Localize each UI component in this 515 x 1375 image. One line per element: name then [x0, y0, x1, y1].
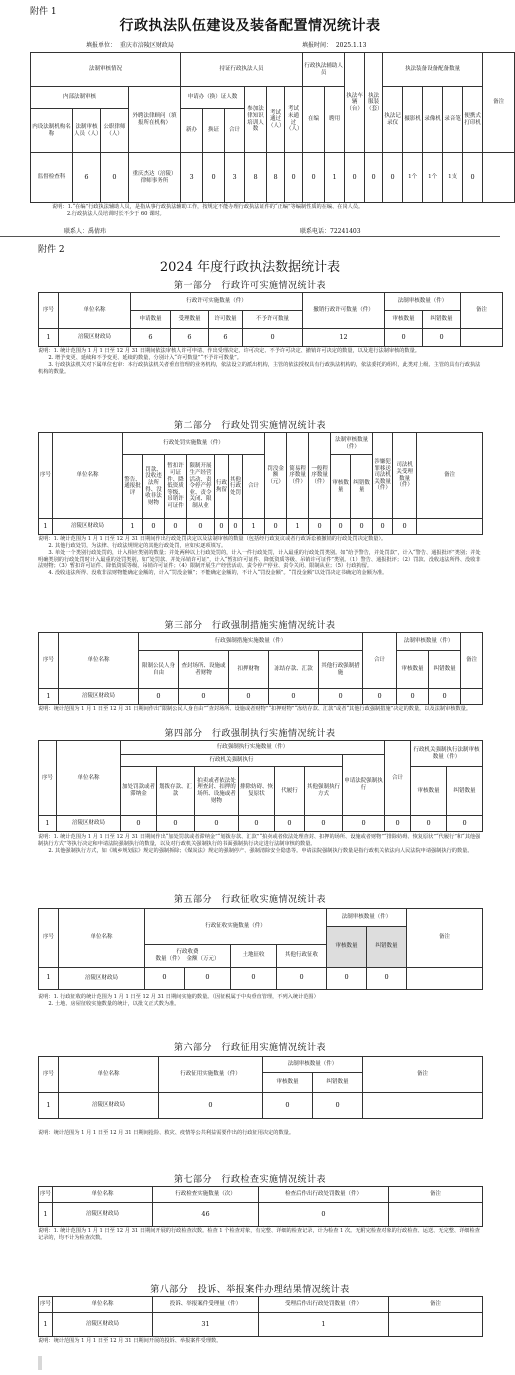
p2-r-v11: 0: [351, 519, 373, 535]
p4-h-self: 行政机关强制执行: [121, 755, 343, 767]
a1-h-hired: 聘用: [325, 87, 345, 153]
p7-h-remark: 备注: [389, 1187, 483, 1203]
a1-h-total: 合计: [225, 109, 245, 153]
p2-h-c2: 暂扣许可证件、降低资质等级、吊销许可证件: [165, 455, 187, 519]
p1-r-v4: 12: [303, 329, 385, 347]
a1-r-computer: 1支: [443, 153, 463, 203]
a1-r-inpost: 0: [303, 153, 325, 203]
p6-r-unit: 涪陵区财政局: [59, 1093, 159, 1119]
annex1-date: 填报时间： 2025.1.13: [302, 42, 367, 49]
p3-r-v5: 0: [363, 689, 397, 705]
p3-h-review: 法制审核数量（件）: [397, 633, 461, 651]
p3-r-remark: [461, 689, 483, 705]
p2-r-v0: 1: [123, 519, 143, 535]
p2-r-v10: 0: [331, 519, 351, 535]
p3-h-c0: 限制公民人身自由: [139, 651, 179, 689]
a1-h-sys: 法制审核情况: [31, 53, 181, 87]
p3-r-v1: 0: [179, 689, 229, 705]
p4-r-unit: 涪陵区财政局: [57, 815, 121, 831]
a1-r-training: 8: [245, 153, 267, 203]
p2-h-amount: 罚没金额（元）: [265, 433, 287, 519]
p5-h-fee: 行政收费 数量（件） 金额（万元）: [145, 945, 231, 968]
p2-r-seq: 1: [39, 519, 53, 535]
p7-h-unit: 单位名称: [53, 1187, 153, 1203]
p8-h-found: 受理后作出行政处罚数量（件）: [259, 1297, 389, 1313]
p7-h-group: 行政检查实施数量（次）: [153, 1187, 259, 1203]
p2-h-judicial: 司法机关受理数量（件）: [393, 433, 417, 519]
part5-notes: 说明：1. 行政征收的统计范围为 1 月 1 日至 12 月 31 日期间实施的数量。（因征税属于中央垂直管理，不列入统计范围） 2. 土地、房屋征收实施数量的统计，以批文正式数为准。: [38, 994, 319, 1007]
part5-table: [38, 908, 483, 990]
p4-h-c5: 其他强制执行方式: [305, 767, 343, 816]
p3-h-unit: 单位名称: [59, 633, 139, 689]
p1-h-revoke: 撤销行政许可数量（件）: [303, 293, 385, 329]
p7-r-v1: 0: [259, 1203, 389, 1227]
part2-table: [38, 432, 483, 535]
annex2-title: 2024 年度行政执法数据统计表: [159, 260, 341, 275]
a1-h-inpost: 在编: [303, 87, 325, 153]
p2-r-v3: 0: [187, 519, 215, 535]
p6-h-reviewed: 审核数量: [263, 1073, 313, 1093]
p5-r-v4: 0: [327, 967, 367, 990]
annex2-label: 附件 2: [38, 245, 65, 255]
page-divider: [0, 236, 500, 237]
p2-h-transfer: 涉嫌犯罪移送司法机关数量（件）: [373, 433, 393, 519]
a1-h-internal: 内部法制审核: [31, 87, 129, 109]
a1-h-computer: 录音笔: [443, 87, 463, 153]
p3-r-v4: 0: [319, 689, 363, 705]
p1-h-deny: 不予许可数量: [243, 311, 303, 329]
p5-h-unit: 单位名称: [59, 909, 145, 968]
p4-h-c2: 拍卖或者依法处理查封、扣押的场所、设施或者财物: [195, 767, 239, 816]
p2-r-v8: 1: [287, 519, 309, 535]
a1-h-uniform: 执法服装（套）: [365, 53, 383, 153]
p2-h-c1: 罚款、没收违法所得、没收非法财物: [143, 455, 165, 519]
p4-h-seq: 序号: [39, 741, 57, 816]
part7-notes: 说明：1. 统计范围为 1 月 1 日至 12 月 31 日期间开展的行政检查次数。检查 1 个检查对象，有完整、详细的检查记录，计为检查 1 次。无附完检查对象的行政检查、运送、无完整、详细检查记录的，均不计为检查次数。: [38, 1228, 480, 1241]
p1-h-corrected: 纠错数量: [423, 311, 461, 329]
a1-r-new: 3: [181, 153, 203, 203]
p2-h-remark: 备注: [417, 433, 483, 519]
p1-r-v3: 0: [243, 329, 303, 347]
p3-h-c1: 查封场所、设施或者财物: [179, 651, 229, 689]
annex1-label: 附件 1: [30, 7, 57, 17]
a1-r-fail: 0: [285, 153, 303, 203]
p1-r-remark: [461, 329, 503, 347]
p5-h-corrected: 纠错数量: [367, 927, 407, 968]
p1-h-permit: 许可数量: [209, 311, 243, 329]
part6-notes: 说明：统计范围为 1 月 1 日至 12 月 31 日期间抢险、救灾、疫情等公共利益需要作出的行政征用决定的数量。: [38, 1130, 295, 1136]
a1-h-photo: 录像机: [423, 87, 443, 153]
p3-h-group: 行政强制措施实施数量（件）: [139, 633, 363, 651]
p4-r-seq: 1: [39, 815, 57, 831]
p4-r-v5: 0: [305, 815, 343, 831]
p8-h-seq: 序号: [39, 1297, 53, 1313]
p2-h-corrected: 纠错数量: [351, 455, 373, 519]
a1-h-cert: 申请办（换）证人数: [181, 87, 245, 109]
annex1-contact: 联系人：禹倩玮: [64, 228, 107, 235]
annex1-unit: 填报单位： 重庆市涪陵区财政局: [86, 42, 174, 49]
p5-h-other: 其他行政征收: [277, 945, 327, 968]
part3-title: 第三部分 行政强制措施实施情况统计表: [164, 621, 336, 631]
p2-r-unit: 涪陵区财政局: [53, 519, 123, 535]
p2-r-v6: 1: [243, 519, 265, 535]
p2-r-v5: 0: [229, 519, 243, 535]
p1-r-v5: 0: [385, 329, 423, 347]
p2-h-c3: 限制开展生产经营活动、责令停产停业、责令关闭、限制从业: [187, 455, 215, 519]
a1-r-camera: 1个: [403, 153, 423, 203]
p4-r-v4: 0: [275, 815, 305, 831]
p3-h-corrected: 纠错数量: [429, 651, 461, 689]
p6-r-v1: 0: [263, 1093, 313, 1119]
a1-r-publawyer: 0: [101, 153, 129, 203]
p6-h-review: 法制审核数量（件）: [263, 1057, 363, 1073]
p8-r-v0: 31: [153, 1313, 259, 1337]
p5-r-unit: 涪陵区财政局: [59, 967, 145, 990]
a1-h-outside: 外聘法律顾问（填报所在机构）: [129, 87, 181, 153]
a1-h-training: 参加法律知识培训人数: [245, 87, 267, 153]
p5-h-group: 行政征收实施数量（件）: [145, 909, 327, 945]
p4-h-total: 合计: [385, 741, 411, 816]
p5-r-v2: 0: [231, 967, 277, 990]
p2-r-v7: 0: [265, 519, 287, 535]
p7-h-found: 检查后作出行政处罚数量（件）: [259, 1187, 389, 1203]
part7-table: [38, 1186, 483, 1227]
p4-h-group: 行政强制执行实施数量（件）: [121, 741, 385, 755]
p5-r-v3: 0: [277, 967, 327, 990]
p8-r-unit: 涪陵区财政局: [53, 1313, 153, 1337]
p4-r-v3: 0: [239, 815, 275, 831]
part1-title: 第一部分 行政许可实施情况统计表: [173, 281, 326, 291]
a1-r-uniform: 0: [365, 153, 383, 203]
p4-h-c4: 代履行: [275, 767, 305, 816]
p2-r-v4: 0: [215, 519, 229, 535]
p2-r-v1: 0: [143, 519, 165, 535]
p4-h-corrected: 纠错数量: [447, 767, 483, 816]
a1-h-pass: 考试通过（人）: [267, 87, 285, 153]
p3-h-total: 合计: [363, 633, 397, 689]
p4-r-v2: 0: [195, 815, 239, 831]
p5-h-seq: 序号: [39, 909, 59, 968]
p3-h-reviewed: 审核数量: [397, 651, 429, 689]
p1-h-reviewed: 审核数量: [385, 311, 423, 329]
p5-r-v1: 0: [185, 967, 231, 990]
p5-r-v0: 0: [145, 967, 185, 990]
p4-r-v9: 0: [447, 815, 483, 831]
part3-table: [38, 632, 483, 705]
p7-r-seq: 1: [39, 1203, 53, 1227]
part2-notes: 说明：1. 统计范围为 1 月 1 日至 12 月 31 日期间作出行政处罚决定以及法制审核的数量（包括经行政复议或者行政诉讼被撤销的行政处罚决定数量）。 2. 其他行政处罚，为法律、行政法规规定的其他行政处罚，应如实逐项填写。 3. 单处一个类别行政处罚的，计入相应类别的数量；并处两种以上行政处罚的，计入一件行政处罚，计入最重的行政处罚类别。如“给予警告，并处罚款”，计入“警告、通报批评”类别；并处明确类别的行政处罚时计入最重的处罚类别，如“处罚款、并处吊销许可证”，计入“暂扣许可证件、降低资质等级、吊销许可证件”类别。（1）警告、通报批评；（2）罚款、没收违法所得、没收非法财物；（3）暂扣许可证件、降低资质等级、吊销许可证件；（4）限制开展生产经营活动、责令停产停业、责令关闭、限制从业；（5）行政拘留。 4. 没收违法所得、没收非法财物能确定金额的，计入“罚没金额”；不能确定金额的，不计入“罚没金额”。“罚没金额”以处罚决定书确定的金额为准。: [38, 536, 481, 577]
p6-r-v2: 0: [313, 1093, 363, 1119]
p6-h-remark: 备注: [363, 1057, 483, 1093]
part4-title: 第四部分 行政强制执行实施情况统计表: [164, 729, 336, 739]
p4-r-v6: 0: [343, 815, 385, 831]
p6-r-seq: 1: [39, 1093, 59, 1119]
part3-notes: 说明：统计范围为 1 月 1 日至 12 月 31 日期间作出“限制公民人身自由”“查封场所、设施或者财物”“扣押财物”“冻结存款、汇款”或者“其他行政强制措施”决定的数量，以及法制审核数量。: [38, 706, 472, 712]
p3-h-remark: 备注: [461, 633, 483, 689]
p3-h-c3: 冻结存款、汇款: [269, 651, 319, 689]
p1-r-seq: 1: [39, 329, 59, 347]
p2-h-unit: 单位名称: [53, 433, 123, 519]
p2-h-c4: 行政拘留: [215, 455, 229, 519]
p8-h-unit: 单位名称: [53, 1297, 153, 1313]
part5-title: 第五部分 行政征收实施情况统计表: [173, 895, 326, 905]
part8-title: 第八部分 投诉、举报案件办理结果情况统计表: [150, 1285, 350, 1295]
a1-h-equip: 执法装备设备配备数量: [383, 53, 483, 87]
a1-h-fail: 考试未通过（人）: [285, 87, 303, 153]
part2-title: 第二部分 行政处罚实施情况统计表: [173, 421, 326, 431]
p6-h-corrected: 纠错数量: [313, 1073, 363, 1093]
p2-r-v2: 0: [165, 519, 187, 535]
a1-r-printer: 0: [463, 153, 483, 203]
p2-h-c0: 警告、通报批评: [123, 455, 143, 519]
p1-r-v6: 0: [423, 329, 461, 347]
p3-r-unit: 涪陵区财政局: [59, 689, 139, 705]
a1-h-new: 新办: [181, 109, 203, 153]
a1-h-legalstaff: 法制审核人员（人）: [73, 109, 101, 153]
p5-h-reviewed: 审核数量: [327, 927, 367, 968]
p7-r-remark: [389, 1203, 483, 1227]
p8-r-v1: 1: [259, 1313, 389, 1337]
part7-title: 第七部分 行政检查实施情况统计表: [173, 1175, 326, 1185]
p1-r-v2: 6: [209, 329, 243, 347]
a1-h-renew: 换证: [203, 109, 225, 153]
p4-h-reviewed: 审核数量: [411, 767, 447, 816]
a1-h-holder: 持证行政执法人员: [181, 53, 303, 87]
p1-h-review: 法制审核数量（件）: [385, 293, 461, 311]
p5-h-review: 法制审核数量（件）: [327, 909, 407, 927]
a1-r-legalstaff: 6: [73, 153, 101, 203]
a1-r-photo: 1个: [423, 153, 443, 203]
p1-r-v1: 6: [171, 329, 209, 347]
a1-h-recorder: 执法记录仪: [383, 87, 403, 153]
p1-h-remark: 备注: [461, 293, 503, 329]
annex1-title: 行政执法队伍建设及装备配置情况统计表: [119, 18, 381, 34]
p1-h-group: 行政许可实施数量（件）: [131, 293, 303, 311]
p1-r-v0: 6: [131, 329, 171, 347]
part8-table: [38, 1296, 483, 1337]
p7-h-seq: 序号: [39, 1187, 53, 1203]
p1-h-apply: 申请数量: [131, 311, 171, 329]
a1-h-instname: 内设法制机构名称: [31, 109, 73, 153]
p5-h-land: 土地征收: [231, 945, 277, 968]
p5-h-remark: 备注: [407, 909, 483, 968]
p2-r-remark: [417, 519, 483, 535]
p2-h-simple: 简易程序数量（件）: [287, 433, 309, 519]
a1-h-remark: 备注: [483, 53, 515, 153]
a1-h-aux: 行政执法辅助人员: [303, 53, 345, 87]
p3-r-v0: 0: [139, 689, 179, 705]
p6-h-seq: 序号: [39, 1057, 59, 1093]
p4-h-court: 申请法院强制执行: [343, 755, 385, 816]
part4-notes: 说明：1. 统计范围为 1 月 1 日至 12 月 31 日期间作出“加处罚款或者滞纳金”“划拨存款、汇款”“拍卖或者依法处理查封、扣押的场所、设施或者财物”“排除妨碍、恢复原状”“代履行”和“其他强制执行方式”等执行决定和申请法院强制执行的数量，以及对行政机关强制执行的书面强制执行决定进行法制审核的数量。 2. 其他强制执行方式，如《城乡规划法》规定的强制拆除；《煤炭法》规定的强制停产、强制清除安全隐患等。申请法院强制执行数量是指行政机关依法向人民法院申请强制执行的数量。: [38, 834, 481, 854]
part1-notes: 说明：1. 统计范围为 1 月 1 日至 12 月 31 日期间依法审核人许可申请、作出受理决定、许可决定、不予许可决定、撤销许可决定的数量，以及进行法制审核的数量。 2. 增予变更、延续和不予变更、延续的数量，分别计入“许可数量”“不予许可数量”。 3. 行政执法机关对下属单位也审：本行政执法机关者垂直管理的业务机构，依法设立的派出机构，主管的依法授权具有行政执法机构的，依法委托的组织，此类对上级、主管的具有行政执法机构的数量。: [38, 348, 481, 375]
annex1-notes: 说明：1.“在编”行政执法辅助人员，是指从事行政执法辅助工作，按规定不能办理行政执法证件的“正编”等编制性质的在编、在岗人员。 2.行政执法人员培训时长不少于 60 课时。: [52, 204, 364, 217]
p2-h-group: 行政处罚实施数量（件）: [123, 433, 265, 455]
p6-h-unit: 单位名称: [59, 1057, 159, 1093]
part1-table: [38, 292, 503, 347]
a1-r-pass: 8: [267, 153, 285, 203]
p2-h-review: 法制审核数量（件）: [331, 433, 373, 455]
p3-r-v6: 0: [397, 689, 429, 705]
p1-r-unit: 涪陵区财政局: [59, 329, 131, 347]
p3-h-seq: 序号: [39, 633, 59, 689]
p2-h-general: 一般程序数量（件）: [309, 433, 331, 519]
p6-h-group: 行政征用实施数量（件）: [159, 1057, 263, 1093]
p2-h-seq: 序号: [39, 433, 53, 519]
part8-notes: 说明：统计范围为 1 月 1 日至 12 月 31 日期间开展的投诉、举报案件受理数。: [38, 1338, 222, 1344]
p4-r-v1: 0: [157, 815, 195, 831]
a1-h-publawyer: 公职律师（人）: [101, 109, 129, 153]
p3-r-v7: 0: [429, 689, 461, 705]
p3-h-c2: 扣押财物: [229, 651, 269, 689]
p3-r-v3: 0: [269, 689, 319, 705]
p8-r-seq: 1: [39, 1313, 53, 1337]
p2-h-c6: 合计: [243, 455, 265, 519]
p2-h-reviewed: 审核数量: [331, 455, 351, 519]
p8-h-remark: 备注: [389, 1297, 483, 1313]
p4-h-unit: 单位名称: [57, 741, 121, 816]
a1-r-hired: 1: [325, 153, 345, 203]
p4-h-c1: 划拨存款、汇款: [157, 767, 195, 816]
p1-h-unit: 单位名称: [59, 293, 131, 329]
p8-h-group: 投诉、举报案件受理量（件）: [153, 1297, 259, 1313]
scan-mark: [38, 1356, 42, 1370]
part6-title: 第六部分 行政征用实施情况统计表: [173, 1043, 326, 1053]
a1-r-outside: 重庆杰达（涪陵）律师事务所: [129, 153, 181, 203]
annex1-table: [30, 52, 515, 203]
p7-r-v0: 46: [153, 1203, 259, 1227]
p7-r-unit: 涪陵区财政局: [53, 1203, 153, 1227]
part6-table: [38, 1056, 483, 1119]
a1-r-renew: 0: [203, 153, 225, 203]
a1-r-recorder: 0: [383, 153, 403, 203]
part4-table: [38, 740, 483, 832]
p6-r-remark: [363, 1093, 483, 1119]
p4-r-v0: 0: [121, 815, 157, 831]
p5-r-seq: 1: [39, 967, 59, 990]
p4-h-c0: 加处罚款或者滞纳金: [121, 767, 157, 816]
a1-r-remark: [483, 153, 515, 203]
p3-r-seq: 1: [39, 689, 59, 705]
p4-r-v7: 0: [385, 815, 411, 831]
p1-h-accept: 受理数量: [171, 311, 209, 329]
p6-r-v0: 0: [159, 1093, 263, 1119]
a1-r-total: 3: [225, 153, 245, 203]
p2-r-v12: 0: [373, 519, 393, 535]
a1-r-vehicle: 0: [345, 153, 365, 203]
p8-r-remark: [389, 1313, 483, 1337]
p1-h-seq: 序号: [39, 293, 59, 329]
a1-h-printer: 便携式打印机: [463, 87, 483, 153]
p2-r-v9: 0: [309, 519, 331, 535]
p3-h-c4: 其他行政强制措施: [319, 651, 363, 689]
p2-r-v13: 0: [393, 519, 417, 535]
p4-r-v8: 0: [411, 815, 447, 831]
p4-h-review: 行政机关强制执行法制审核数量（件）: [411, 741, 483, 767]
annex1-phone: 联系电话：72241403: [300, 228, 361, 235]
p5-r-remark: [407, 967, 483, 990]
a1-h-vehicle: 执法车辆（台）: [345, 53, 365, 153]
a1-r-name: 监督检查科: [31, 153, 73, 203]
p5-r-v5: 0: [367, 967, 407, 990]
p2-h-c5: 其他行政处罚: [229, 455, 243, 519]
a1-h-camera: 摄影机: [403, 87, 423, 153]
p4-h-c3: 排除妨碍、恢复原状: [239, 767, 275, 816]
p3-r-v2: 0: [229, 689, 269, 705]
